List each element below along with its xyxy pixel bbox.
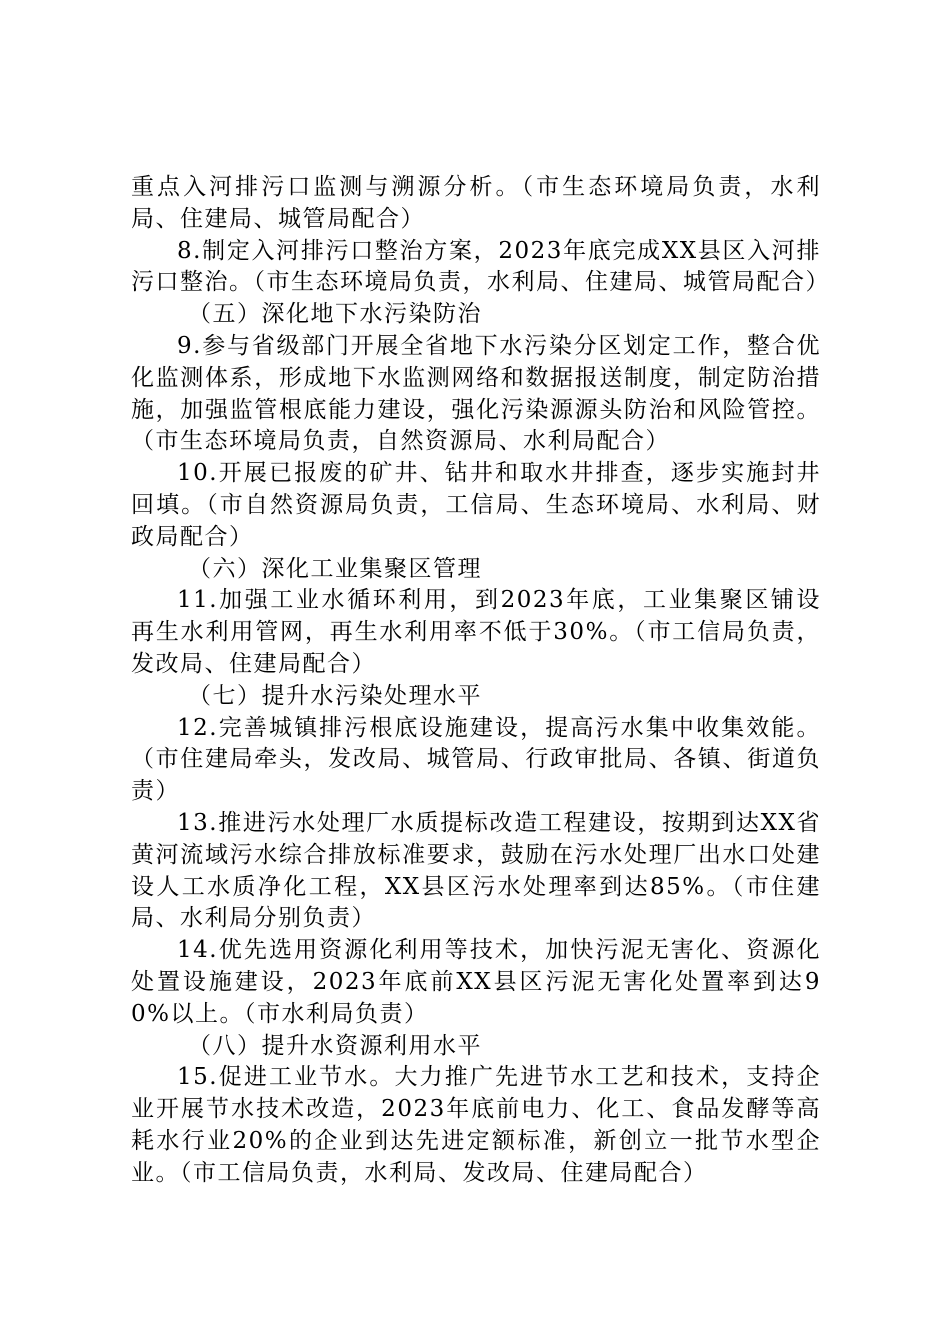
section-heading-8: （八）提升水资源利用水平 (188, 1032, 482, 1059)
list-item-10: 10.开展已报废的矿井、钻井和取水井排查，逐步实施封井回填。（市自然资源局负责，工信局、生态环境局、水利局、财政局配合） (131, 460, 821, 550)
paragraph-continuation: 重点入河排污口监测与溯源分析。（市生态环境局负责，水利局、住建局、城管局配合） (131, 174, 821, 232)
list-item-12: 12.完善城镇排污根底设施建设，提高污水集中收集效能。（市住建局牵头，发改局、城管局、行政审批局、各镇、街道负责） (131, 714, 821, 805)
list-item-9: 9.参与省级部门开展全省地下水污染分区划定工作，整合优化监测体系，形成地下水监测网络和数据报送制度，制定防治措施，加强监管根底能力建设，强化污染源源头防治和风险管控。（市生态环境局负责，自然资源局、水利局配合） (131, 332, 821, 455)
document-page (131, 172, 830, 1190)
section-heading-6: （六）深化工业集聚区管理 (188, 555, 482, 582)
list-item-13: 13.推进污水处理厂水质提标改造工程建设，按期到达XX省黄河流域污水综合排放标准要求，鼓励在污水处理厂出水口处建设人工水质净化工程，XX县区污水处理率到达85%。（市住建局、水利局分别负责） (131, 809, 821, 932)
section-heading-7: （七）提升水污染处理水平 (188, 682, 482, 709)
list-item-14: 14.优先选用资源化利用等技术，加快污泥无害化、资源化处置设施建设，2023年底前XX县区污泥无害化处置率到达90%以上。（市水利局负责） (131, 937, 821, 1027)
list-item-15: 15.促进工业节水。大力推广先进节水工艺和技术，支持企业开展节水技术改造，2023年底前电力、化工、食品发酵等高耗水行业20%的企业到达先进定额标准，新创立一批节水型企业。（市工信局负责，水利局、发改局、住建局配合） (131, 1064, 821, 1186)
list-item-8: 8.制定入河排污口整治方案，2023年底完成XX县区入河排污口整治。（市生态环境局负责，水利局、住建局、城管局配合） (131, 237, 830, 296)
section-heading-5: （五）深化地下水污染防治 (188, 301, 482, 328)
list-item-11: 11.加强工业水循环利用，到2023年底，工业集聚区铺设再生水利用管网，再生水利用率不低于30%。（市工信局负责，发改局、住建局配合） (131, 587, 821, 677)
